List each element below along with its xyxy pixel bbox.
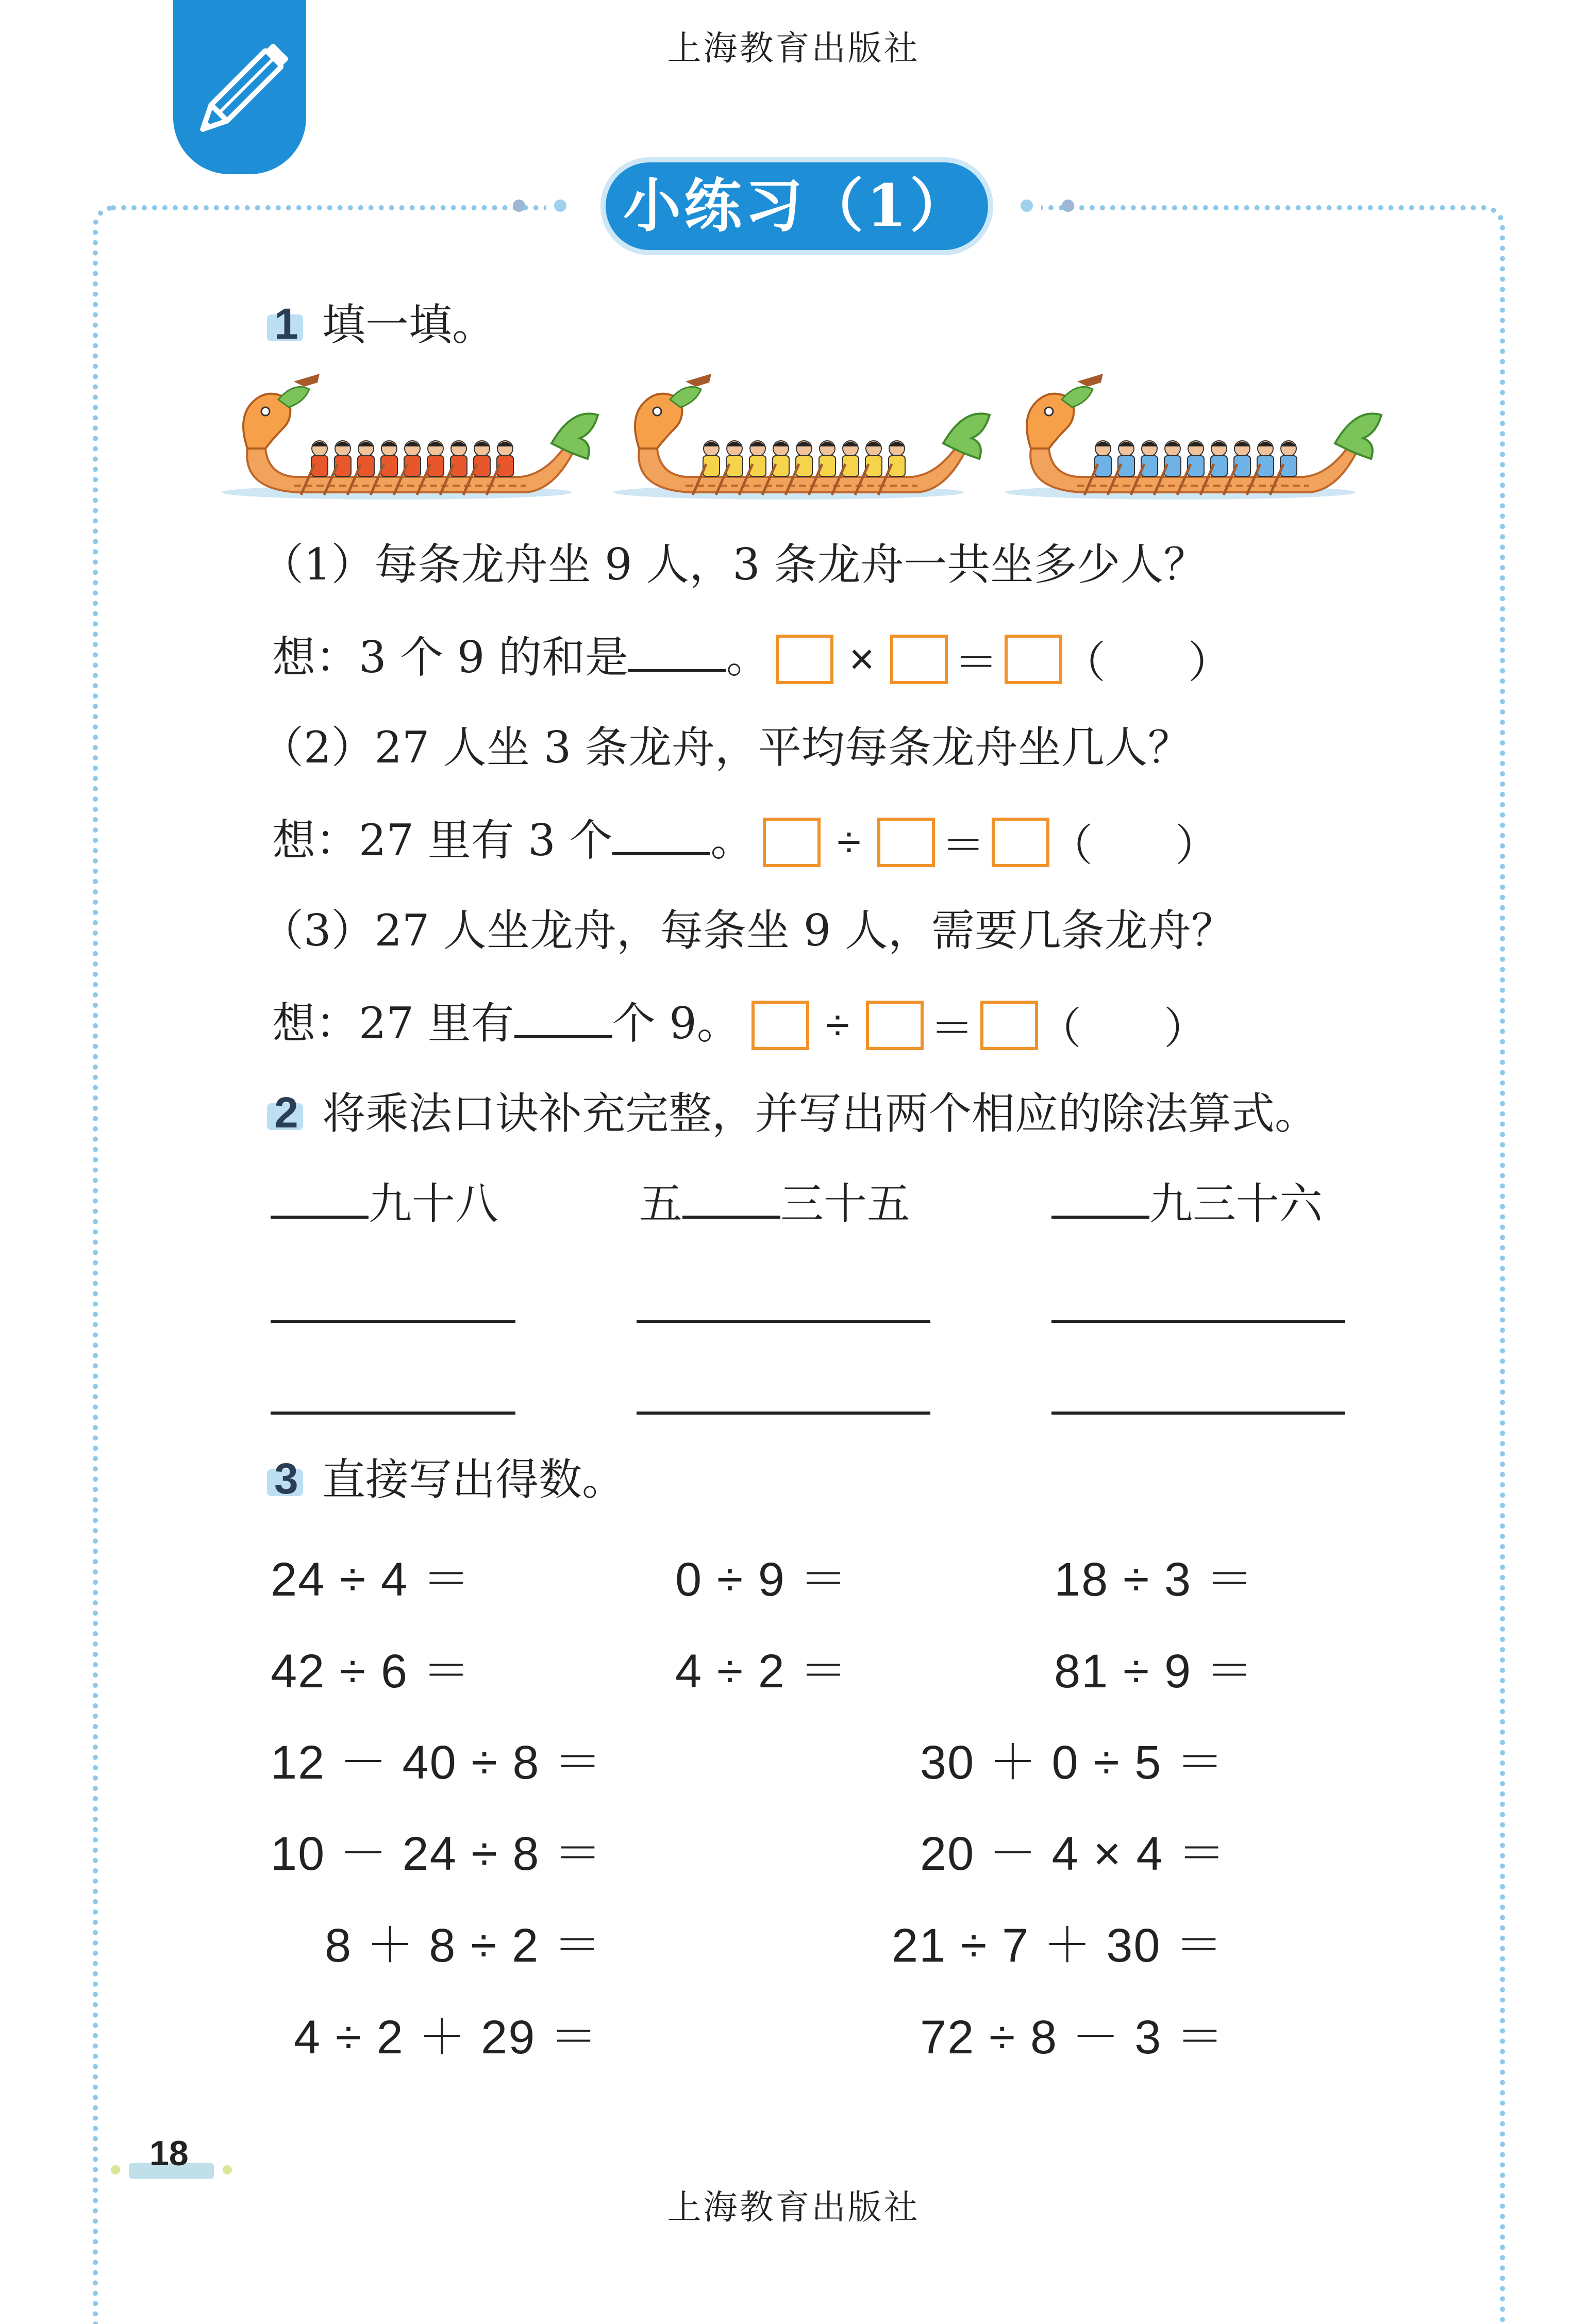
- answer-line[interactable]: [271, 1320, 515, 1323]
- answer-line[interactable]: [1051, 1412, 1345, 1415]
- pencil-tab: [173, 0, 306, 174]
- decor-dot: [554, 200, 566, 212]
- q2-instruction: 将乘法口诀补充完整，并写出两个相应的除法算式。: [322, 1088, 1318, 1139]
- q1-sub3-think: 想：27 里有 个 9。: [272, 998, 740, 1049]
- q1-sub3-equation: ÷ ＝ （ ）: [751, 994, 1207, 1056]
- answer-line[interactable]: [637, 1412, 930, 1415]
- answer-box[interactable]: [751, 1001, 809, 1050]
- decor-dot: [513, 200, 525, 212]
- page-number: 18: [149, 2134, 189, 2173]
- answer-box[interactable]: [980, 1001, 1038, 1050]
- decor-dot: [111, 2165, 120, 2174]
- calc-item: 72 ÷ 8 － 3 ＝: [920, 2011, 1225, 2064]
- q1-instruction: 填一填。: [322, 300, 496, 350]
- decor-dot: [223, 2165, 232, 2174]
- answer-box[interactable]: [1005, 635, 1062, 684]
- calc-item: 30 ＋ 0 ÷ 5 ＝: [920, 1736, 1225, 1789]
- publisher-header: 上海教育出版社: [667, 28, 920, 68]
- q3-instruction: 直接写出得数。: [322, 1454, 626, 1505]
- answer-box[interactable]: [776, 635, 833, 684]
- answer-blank[interactable]: [514, 1002, 612, 1038]
- calc-item: 10 － 24 ÷ 8 ＝: [271, 1828, 603, 1880]
- calc-item: 4 ÷ 2 ＋ 29 ＝: [294, 2011, 598, 2064]
- calc-item: 8 ＋ 8 ÷ 2 ＝: [325, 1919, 602, 1972]
- q1-sub1-think: 想：3 个 9 的和是 。: [272, 632, 770, 683]
- q1-sub2-equation: ÷ ＝ （ ）: [763, 811, 1218, 873]
- decor-dot: [1021, 200, 1033, 212]
- q1-sub2-think: 想：27 里有 3 个 。: [272, 815, 754, 866]
- q2-mnemonic-1: 九十八: [271, 1178, 498, 1230]
- question-number-badge: 3: [267, 1459, 303, 1491]
- calc-item: 42 ÷ 6 ＝: [271, 1645, 471, 1698]
- answer-line[interactable]: [1051, 1320, 1345, 1323]
- answer-blank[interactable]: [271, 1183, 369, 1219]
- q1-sub1-equation: × ＝ （ ）: [776, 628, 1231, 690]
- answer-blank[interactable]: [612, 819, 710, 855]
- answer-line[interactable]: [637, 1320, 930, 1323]
- q1-sub3-question: （3）27 人坐龙舟，每条坐 9 人，需要几条龙舟？: [260, 905, 1234, 956]
- question-number-badge: 1: [267, 304, 303, 336]
- pencil-icon: [173, 0, 306, 174]
- q1-sub2-question: （2）27 人坐 3 条龙舟，平均每条龙舟坐几人？: [260, 722, 1191, 773]
- answer-box[interactable]: [890, 635, 948, 684]
- calc-item: 4 ÷ 2 ＝: [675, 1645, 848, 1698]
- publisher-footer: 上海教育出版社: [667, 2187, 920, 2227]
- calc-item: 21 ÷ 7 ＋ 30 ＝: [892, 1919, 1224, 1972]
- answer-blank[interactable]: [1051, 1183, 1149, 1219]
- answer-box[interactable]: [877, 818, 935, 867]
- dragon-boat-illustration: [216, 371, 1392, 510]
- calc-item: 81 ÷ 9 ＝: [1054, 1645, 1255, 1698]
- calc-item: 20 － 4 × 4 ＝: [920, 1828, 1227, 1880]
- calc-item: 24 ÷ 4 ＝: [271, 1553, 471, 1606]
- answer-line[interactable]: [271, 1412, 515, 1415]
- page-title: 小练习（1）: [623, 172, 971, 240]
- calc-item: 18 ÷ 3 ＝: [1054, 1553, 1255, 1606]
- answer-box[interactable]: [992, 818, 1049, 867]
- answer-box[interactable]: [763, 818, 821, 867]
- q2-mnemonic-2: 五 三十五: [639, 1178, 911, 1229]
- answer-box[interactable]: [866, 1001, 924, 1050]
- answer-blank[interactable]: [628, 636, 726, 672]
- answer-blank[interactable]: [682, 1183, 780, 1219]
- calc-item: 12 － 40 ÷ 8 ＝: [271, 1736, 603, 1789]
- q2-mnemonic-3: 九三十六: [1051, 1178, 1323, 1230]
- decor-dot: [1062, 200, 1074, 212]
- q1-sub1-question: （1）每条龙舟坐 9 人，3 条龙舟一共坐多少人？: [260, 539, 1207, 590]
- question-number-badge: 2: [267, 1093, 303, 1125]
- calc-item: 0 ÷ 9 ＝: [675, 1553, 848, 1606]
